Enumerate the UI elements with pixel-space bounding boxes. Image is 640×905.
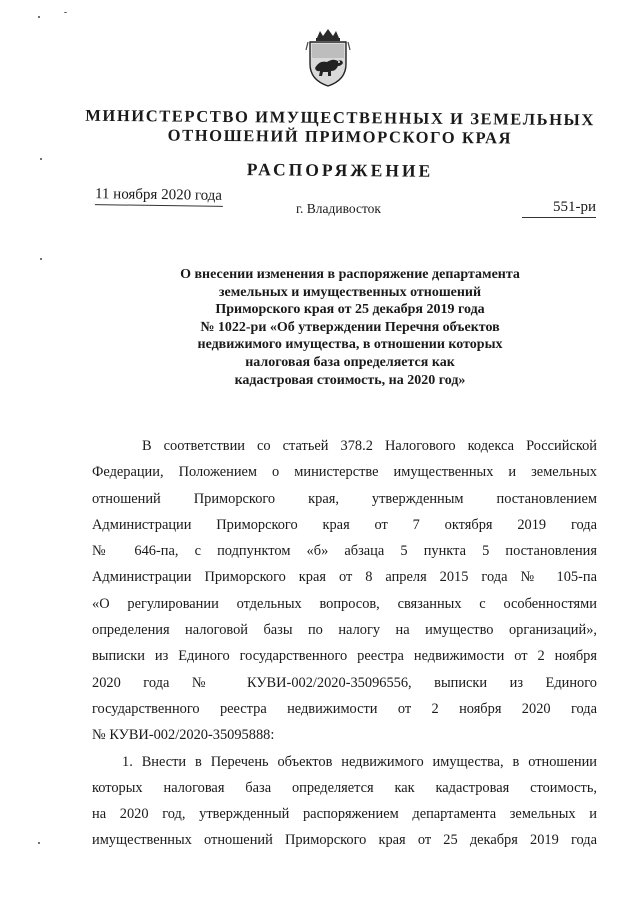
preamble-line: 2020 года № КУВИ-002/2020-35096556, выписки из Единого bbox=[92, 674, 597, 691]
preamble-line: Федерации, Положением о министерстве имущественных и земельных bbox=[92, 464, 597, 481]
scan-speck bbox=[38, 842, 40, 844]
scan-speck bbox=[40, 158, 42, 160]
document-type-heading: РАСПОРЯЖЕНИЕ bbox=[246, 159, 434, 181]
subject-line: земельных и имущественных отношений bbox=[218, 284, 482, 300]
document-number: 551-ри bbox=[522, 199, 596, 218]
preamble-line: № КУВИ-002/2020-35095888: bbox=[92, 727, 275, 744]
preamble-line: государственного реестра недвижимости от 2 ноября 2020 года bbox=[92, 700, 597, 717]
preamble-line: Администрации Приморского края от 7 октября 2019 года bbox=[92, 516, 597, 533]
item-1-line: имущественных отношений Приморского края от 25 декабря 2019 года bbox=[92, 832, 597, 849]
scan-speck bbox=[64, 12, 67, 13]
primorsky-krai-coat-of-arms-icon bbox=[305, 28, 351, 88]
item-1-line: 1. Внести в Перечень объектов недвижимого имущества, в отношении bbox=[122, 753, 597, 770]
subject-line: кадастровая стоимость, на 2020 год» bbox=[234, 372, 466, 388]
subject-line: налоговая база определяется как bbox=[245, 354, 455, 370]
preamble-line: Администрации Приморского края от 8 апреля 2015 года № 105-па bbox=[92, 569, 597, 586]
document-city: г. Владивосток bbox=[296, 201, 381, 216]
item-1-line: которых налоговая база определяется как кадастровая стоимость, bbox=[92, 779, 597, 796]
item-1-line: на 2020 год, утвержденный распоряжением департамента земельных и bbox=[92, 806, 597, 823]
ministry-title bbox=[80, 106, 600, 149]
subject-line: № 1022-ри «Об утверждении Перечня объектов bbox=[200, 319, 500, 335]
subject-line: О внесении изменения в распоряжение департамента bbox=[180, 267, 520, 282]
preamble-line: № 646-па, с подпунктом «б» абзаца 5 пункта 5 постановления bbox=[92, 543, 597, 560]
subject-line: Приморского края от 25 декабря 2019 года bbox=[215, 302, 485, 318]
preamble-line: отношений Приморского края, утвержденным постановлением bbox=[92, 490, 597, 507]
document-date: 11 ноября 2020 года bbox=[95, 186, 223, 207]
preamble-line: «О регулировании отдельных вопросов, связанных с особенностями bbox=[92, 595, 597, 612]
preamble-line: выписки из Единого государственного реестра недвижимости от 2 ноября bbox=[92, 648, 597, 665]
scan-speck bbox=[40, 258, 42, 260]
preamble-line: В соответствии со статьей 378.2 Налогового кодекса Российской bbox=[142, 438, 597, 454]
preamble-line: определения налоговой базы по налогу на имущество организаций», bbox=[92, 622, 597, 639]
subject-line: недвижимого имущества, в отношении которых bbox=[197, 337, 503, 353]
scan-speck bbox=[38, 16, 40, 18]
document-body bbox=[92, 433, 597, 854]
ministry-title-line-2: ОТНОШЕНИЙ ПРИМОРСКОГО КРАЯ bbox=[167, 125, 513, 148]
ministry-title-line-1: МИНИСТЕРСТВО ИМУЩЕСТВЕННЫХ И ЗЕМЕЛЬНЫХ bbox=[85, 105, 595, 130]
document-subject bbox=[150, 266, 550, 389]
